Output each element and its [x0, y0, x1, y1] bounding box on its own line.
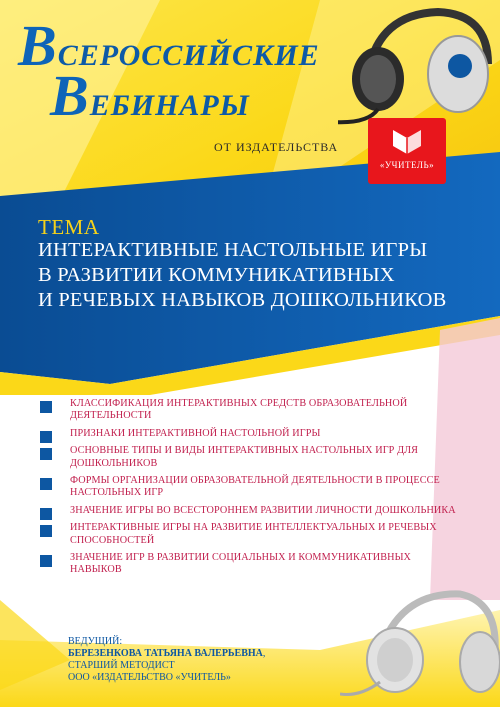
host-name-suffix: , — [262, 648, 266, 659]
topic-line: В РАЗВИТИИ КОММУНИКАТИВНЫХ — [38, 264, 395, 286]
book-icon — [390, 126, 424, 156]
topic-label: ТЕМА — [38, 215, 100, 239]
title-line-2-rest: ЕБИНАРЫ — [89, 89, 250, 122]
square-bullet-icon — [40, 525, 52, 537]
list-item-text: ОСНОВНЫЕ ТИПЫ И ВИДЫ ИНТЕРАКТИВНЫХ НАСТОЛЬНЫХ ИГР ДЛЯ ДОШКОЛЬНИКОВ — [70, 445, 419, 469]
title-line-2-cap: В — [50, 63, 90, 128]
list-item — [38, 428, 464, 440]
title-line-2 — [50, 62, 250, 129]
square-bullet-icon — [40, 555, 52, 567]
host-name: БЕРЕЗЕНКОВА ТАТЬЯНА ВАЛЕРЬЕВНА — [68, 648, 263, 659]
publisher-logo — [368, 118, 446, 184]
list-item — [38, 445, 464, 470]
square-bullet-icon — [40, 478, 52, 490]
program-list — [38, 398, 464, 582]
list-item — [38, 505, 464, 517]
list-item — [38, 398, 464, 423]
publisher-logo-text: «УЧИТЕЛЬ» — [379, 160, 435, 170]
list-item-text: КЛАССИФИКАЦИЯ ИНТЕРАКТИВНЫХ СРЕДСТВ ОБРАЗОВАТЕЛЬНОЙ ДЕЯТЕЛЬНОСТИ — [70, 398, 408, 422]
list-item-text: ЗНАЧЕНИЕ ИГР В РАЗВИТИИ СОЦИАЛЬНЫХ И КОММУНИКАТИВНЫХ НАВЫКОВ — [70, 552, 412, 576]
list-item-text: ИНТЕРАКТИВНЫЕ ИГРЫ НА РАЗВИТИЕ ИНТЕЛЛЕКТУАЛЬНЫХ И РЕЧЕВЫХ СПОСОБНОСТЕЙ — [70, 522, 437, 546]
topic-line: ИНТЕРАКТИВНЫЕ НАСТОЛЬНЫЕ ИГРЫ — [38, 239, 428, 261]
list-item-text: ФОРМЫ ОРГАНИЗАЦИИ ОБРАЗОВАТЕЛЬНОЙ ДЕЯТЕЛЬНОСТИ В ПРОЦЕССЕ НАСТОЛЬНЫХ ИГР — [70, 475, 440, 499]
host-block — [68, 636, 368, 684]
host-organization: ООО «ИЗДАТЕЛЬСТВО «УЧИТЕЛЬ» — [68, 672, 231, 683]
host-position: СТАРШИЙ МЕТОДИСТ — [68, 660, 175, 671]
list-item — [38, 475, 464, 500]
square-bullet-icon — [40, 508, 52, 520]
square-bullet-icon — [40, 401, 52, 413]
topic-line: И РЕЧЕВЫХ НАВЫКОВ ДОШКОЛЬНИКОВ — [38, 289, 447, 311]
list-item-text: ЗНАЧЕНИЕ ИГРЫ ВО ВСЕСТОРОННЕМ РАЗВИТИИ ЛИЧНОСТИ ДОШКОЛЬНИКА — [70, 504, 456, 516]
list-item-text: ПРИЗНАКИ ИНТЕРАКТИВНОЙ НАСТОЛЬНОЙ ИГРЫ — [70, 427, 321, 439]
topic-block — [38, 216, 478, 313]
host-label: ВЕДУЩИЙ: — [68, 636, 123, 647]
title-line-1-rest: СЕРОССИЙСКИЕ — [57, 39, 320, 72]
list-item — [38, 552, 464, 577]
list-item — [38, 522, 464, 547]
title-line-1-cap: В — [18, 13, 58, 78]
publisher-from-label: ОТ ИЗДАТЕЛЬСТВА — [214, 140, 339, 154]
headset-icon — [338, 4, 500, 134]
square-bullet-icon — [40, 431, 52, 443]
square-bullet-icon — [40, 448, 52, 460]
